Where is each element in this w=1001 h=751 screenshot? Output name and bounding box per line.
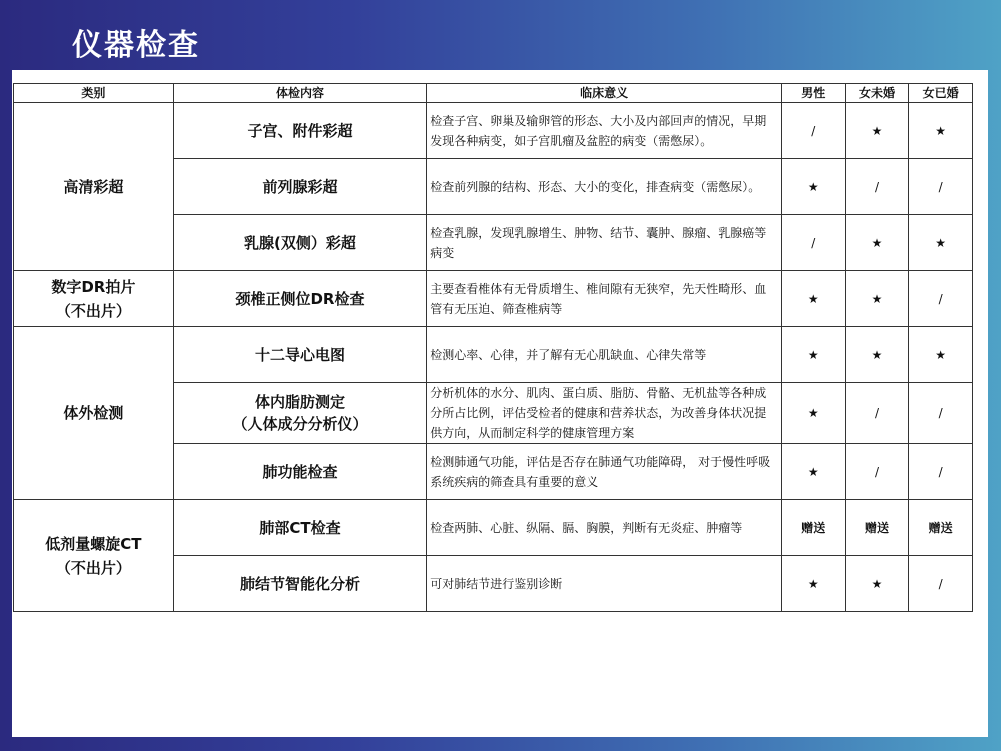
item-subname: （人体成分分析仪） <box>232 415 368 433</box>
header-male: 男性 <box>781 84 845 103</box>
category-ct <box>14 500 174 612</box>
item-description: 分析机体的水分、肌肉、蛋白质、脂肪、骨骼、无机盐等各种成分所占比例，评估受检者的健康和营养状态，为改善身体状况提供方向，从而制定科学的健康管理方案 <box>427 383 782 444</box>
mark-female-unmarried: ★ <box>845 556 909 612</box>
table-row <box>14 327 973 383</box>
category-label: 数字DR拍片 <box>51 277 136 296</box>
category-label: 体外检测 <box>63 404 124 422</box>
item-name: 前列腺彩超 <box>173 159 427 215</box>
mark-female-married: / <box>909 271 973 327</box>
header-category: 类别 <box>14 84 174 103</box>
item-name: 颈椎正侧位DR检查 <box>173 271 427 327</box>
mark-female-married: ★ <box>909 103 973 159</box>
mark-female-unmarried: ★ <box>845 215 909 271</box>
mark-female-married: 赠送 <box>909 500 973 556</box>
mark-female-unmarried: / <box>845 444 909 500</box>
header-female-unmarried: 女未婚 <box>845 84 909 103</box>
table-row <box>14 500 973 556</box>
item-name: 子宫、附件彩超 <box>173 103 427 159</box>
mark-female-married: / <box>909 444 973 500</box>
item-name: 肺结节智能化分析 <box>173 556 427 612</box>
item-description: 检查前列腺的结构、形态、大小的变化，排查病变（需憋尿）。 <box>427 159 782 215</box>
item-name: 肺部CT检查 <box>173 500 427 556</box>
item-name: 体内脂肪测定 <box>254 393 345 411</box>
table-row <box>14 103 973 159</box>
mark-male: / <box>781 215 845 271</box>
item-description: 检查乳腺，发现乳腺增生、肿物、结节、囊肿、腺瘤、乳腺癌等病变 <box>427 215 782 271</box>
item-description: 检测肺通气功能，评估是否存在肺通气功能障碍， 对于慢性呼吸系统疾病的筛查具有重要的意义 <box>427 444 782 500</box>
category-ultrasound <box>14 103 174 271</box>
category-label: 低剂量螺旋CT <box>45 534 142 553</box>
item-name: 十二导心电图 <box>173 327 427 383</box>
item-description: 检查子宫、卵巢及输卵管的形态、大小及内部回声的情况，早期发现各种病变，如子宫肌瘤及盆腔的病变（需憋尿）。 <box>427 103 782 159</box>
mark-male: 赠送 <box>781 500 845 556</box>
mark-male: ★ <box>781 327 845 383</box>
item-name: 肺功能检查 <box>173 444 427 500</box>
category-dr <box>14 271 174 327</box>
mark-female-unmarried: ★ <box>845 327 909 383</box>
mark-female-married: / <box>909 159 973 215</box>
mark-male: ★ <box>781 271 845 327</box>
category-note: （不出片） <box>55 558 131 577</box>
mark-male: ★ <box>781 556 845 612</box>
mark-male: ★ <box>781 159 845 215</box>
mark-female-married: / <box>909 383 973 444</box>
mark-female-unmarried: ★ <box>845 271 909 327</box>
mark-female-married: ★ <box>909 327 973 383</box>
item-description: 检查两肺、心脏、纵隔、膈、胸膜，判断有无炎症、肿瘤等 <box>427 500 782 556</box>
header-significance: 临床意义 <box>427 84 782 103</box>
item-name-cell <box>173 383 427 444</box>
table-row <box>14 271 973 327</box>
category-label: 高清彩超 <box>63 177 124 196</box>
item-description: 可对肺结节进行鉴别诊断 <box>427 556 782 612</box>
table-header-row <box>14 84 973 103</box>
category-note: （不出片） <box>55 301 131 320</box>
header-female-married: 女已婚 <box>909 84 973 103</box>
mark-female-married: ★ <box>909 215 973 271</box>
item-description: 检测心率、心律，并了解有无心肌缺血、心律失常等 <box>427 327 782 383</box>
mark-female-unmarried: 赠送 <box>845 500 909 556</box>
mark-female-married: / <box>909 556 973 612</box>
mark-male: ★ <box>781 383 845 444</box>
mark-female-unmarried: / <box>845 383 909 444</box>
category-external <box>14 327 174 500</box>
mark-female-unmarried: / <box>845 159 909 215</box>
item-name: 乳腺(双侧）彩超 <box>173 215 427 271</box>
mark-female-unmarried: ★ <box>845 103 909 159</box>
mark-male: ★ <box>781 444 845 500</box>
page-title: 仪器检查 <box>72 28 200 63</box>
exam-table <box>13 83 973 612</box>
header-item: 体检内容 <box>173 84 427 103</box>
mark-male: / <box>781 103 845 159</box>
item-description: 主要查看椎体有无骨质增生、椎间隙有无狭窄，先天性畸形、血管有无压迫、筛查椎病等 <box>427 271 782 327</box>
